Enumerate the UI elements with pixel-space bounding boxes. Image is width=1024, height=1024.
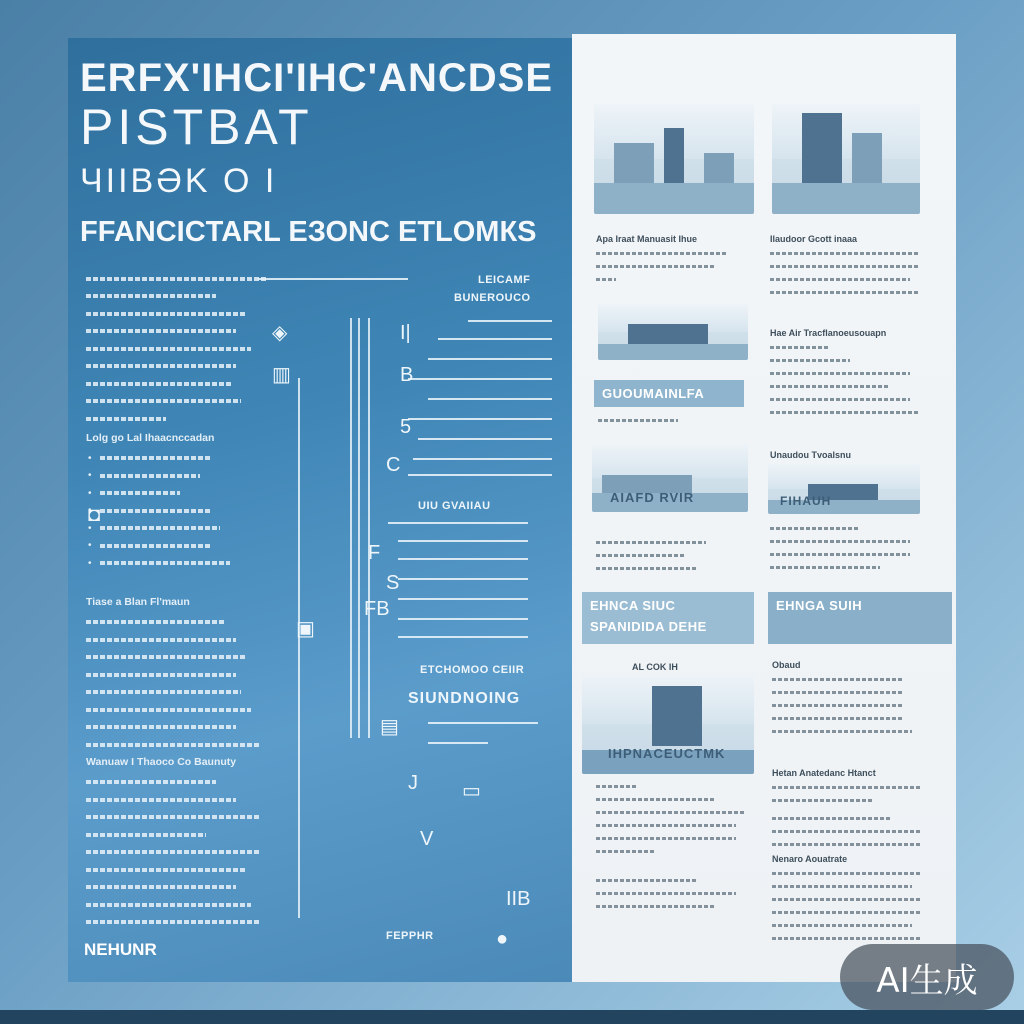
glyph-b: B	[400, 364, 414, 386]
glyph-ii: ▭	[462, 780, 481, 802]
poster-footer: NEHUNR	[84, 940, 157, 959]
label-top-right-2: BUNEROUCO	[454, 292, 531, 304]
side-heading-3: Hae Air Tracflanoeusouapn	[770, 328, 887, 338]
bottom-label: FEPPHR	[386, 930, 434, 942]
image-3	[598, 304, 748, 360]
section-heading-3: Wanuaw I Thaoco Co Baunuty	[86, 756, 237, 768]
label-sub: SIUNDNOING	[408, 690, 521, 707]
label-top-right-1: LEICAMF	[478, 274, 531, 286]
text-block-2	[86, 430, 266, 572]
bottom-band	[0, 1010, 1024, 1024]
side-text-2	[770, 234, 940, 301]
side-caption-3: IHPNACEUCTMK	[608, 746, 726, 761]
glyph-f: F	[368, 542, 381, 564]
label-lower: ЕТСНОМОО CEIIR	[420, 664, 525, 676]
side-text-9	[772, 768, 942, 809]
drop-icon: ◈	[272, 322, 288, 344]
side-banner-2	[582, 592, 754, 644]
side-heading-5: Obaud	[772, 660, 801, 670]
side-banner-3: EHNGA SUIH	[768, 592, 952, 644]
poster-panel	[68, 38, 572, 982]
glyph-c: C	[386, 454, 401, 476]
side-text-4	[598, 416, 768, 429]
side-heading-7: Nenaro Aouatrate	[772, 854, 848, 864]
glyph-5: 5	[400, 416, 412, 438]
side-caption-1: AIAFD RVIR	[610, 490, 695, 505]
poster-title-line-3: ЧIIBƏK O I	[80, 162, 278, 200]
ai-generated-badge: AI生成	[840, 944, 1014, 1010]
glyph-s: S	[386, 572, 400, 594]
section-heading-1: Lolg go Lal Ihaacnccadan	[86, 432, 215, 444]
side-text-5	[770, 450, 940, 465]
poster-title-line-1: ERFX'IHCI'IHC'ANCDSE	[80, 56, 554, 100]
side-text-11	[772, 814, 942, 853]
side-banner-2-line-1: EHNCA SIUC	[590, 598, 676, 613]
image-1	[594, 104, 754, 214]
side-text-7	[770, 524, 940, 576]
side-panel	[572, 34, 956, 982]
side-text-13	[596, 876, 766, 915]
label-mid: UIU GVAIIAU	[418, 500, 491, 512]
side-caption-4: AL COK IH	[632, 662, 678, 672]
poster-title-line-2: PISTBAT	[80, 99, 313, 155]
glyph-j: J	[408, 772, 418, 794]
side-banner-1: GUOUMAINLFA	[594, 380, 744, 407]
side-text-10	[596, 782, 766, 860]
side-text-1	[596, 234, 766, 288]
side-heading-1: Apa Iraat Manuasit Ihue	[596, 234, 698, 244]
image-2	[772, 104, 920, 214]
text-block-3	[86, 594, 266, 754]
heart-box-icon: ▣	[296, 618, 315, 640]
chart-icon: ▥	[272, 364, 291, 386]
side-text-6	[596, 538, 766, 577]
poster-title-line-4: FFANCICTARL ЕЗОNC ЕТLОМКS	[80, 216, 537, 248]
text-block-4	[86, 754, 266, 931]
side-heading-4: Unaudou Tvoalsnu	[770, 450, 851, 460]
section-heading-2: Tiase a Blan Fl'maun	[86, 596, 190, 608]
side-banner-2-line-2: SPANIDIDA DEHE	[590, 619, 707, 634]
glyph-ib2: IIB	[506, 888, 531, 910]
target-icon: ◘	[88, 504, 101, 526]
glyph-ib: I|	[400, 322, 411, 344]
box-icon: ▤	[380, 716, 399, 738]
side-heading-2: Ilaudoor Gcott inaaa	[770, 234, 858, 244]
glyph-fb: FB	[364, 598, 390, 620]
side-text-12	[772, 854, 942, 947]
side-heading-6: Hetan Anatedanc Htanct	[772, 768, 876, 778]
glyph-v: V	[420, 828, 434, 850]
side-caption-2: FIHAUH	[780, 494, 832, 508]
circle-icon: ●	[496, 928, 509, 950]
side-text-3	[770, 328, 940, 421]
text-block-1	[86, 270, 266, 428]
